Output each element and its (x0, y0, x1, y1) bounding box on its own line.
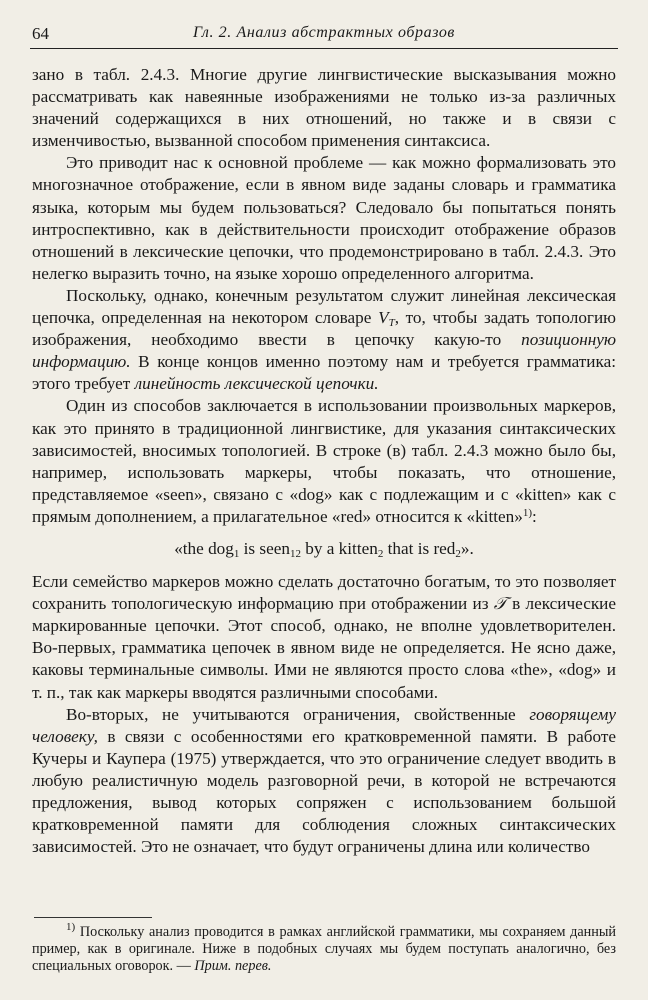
paragraph-3: Поскольку, однако, конечным результатом служит линейная лексическая цепочка, определенная на некотором словаре $V_T$, то, чтобы задать топологию изображения, необходимо ввести в цепочку какую-то позиционную информацию. В конце концов именно поэтому нам и требуется грамматика: этого требует линейность лексической цепочки. (32, 285, 616, 394)
paragraph-1: зано в табл. 2.4.3. Многие другие лингвистические высказывания можно рассматривать как навеянные изображениями не только из-за различных значений содержащихся в них отношений, но также и в связи с изменчивостью, вызванной способом применения синтаксиса. (32, 65, 616, 151)
translator-note: Прим. перев. (194, 958, 272, 974)
emphasis-positional-info: позиционную информацию. (32, 330, 616, 372)
footnote-divider (34, 917, 152, 918)
footnote: $^{1)}$ Поскольку анализ проводится в рамках английской грамматики, мы сохраняем данный пример, как в оригинале. Ниже в подобных случаях мы будем поступать аналогично, без специальных оговорок. — Прим. перев. (32, 921, 616, 974)
script-t-symbol: 𝒯 (493, 594, 507, 614)
vocabulary-symbol: V (378, 308, 389, 328)
page-header (30, 14, 618, 49)
emphasis-speaker: говорящему человеку, (32, 704, 616, 746)
footnote-reference[interactable]: 1) (522, 506, 532, 519)
running-head: Гл. 2. Анализ абстрактных образов (193, 24, 455, 41)
paragraph-5: Если семейство маркеров можно сделать достаточно богатым, то это позволяет сохранить топологическую информацию при отображении из 𝒯 в лексические маркированные цепочки. Этот способ, однако, не вполне удовлетворителен. Во-первых, грамматика цепочек в явном виде не определяется. Не ясно даже, каковы терминальные символы. Ими не являются просто слова «the», «dog» и т. п., так как маркеры вводятся различными способами. (32, 572, 617, 702)
paragraph-6: Во-вторых, не учитываются ограничения, свойственные говорящему человеку, в связи с особенностями его кратковременной памяти. В работе Кучеры и Каупера (1975) утверждается, что это ограничение следует вводить в любую реалистичную модель разговорной речи, в которой не встречаются предложения, вывод которых сопряжен с использованием большой кратковременной памяти для соблюдения сложных синтаксических зависимостей. Это не означает, что будут ограничены длина или количество (32, 704, 616, 857)
page-number: 64 (32, 24, 49, 43)
footnote-marker: 1) (66, 921, 76, 933)
body-text (32, 64, 616, 858)
paragraph-2: Это приводит нас к основной проблеме — как можно формализовать это многозначное отображение, если в явном виде заданы словарь и грамматика языка, которым мы будем пользоваться? Следовало бы попытаться понять интроспективно, как в действительности происходит отображение образов отношений в лексические цепочки, что продемонстрировано в табл. 2.4.3. Это нелегко выразить точно, на языке хорошо определенного алгоритма. (32, 153, 616, 283)
emphasis-linearity: линейность лексической цепочки. (134, 374, 379, 394)
example-formula: «the dog$_1$ is seen$_{12}$ by a kitten$_2$ that is red$_2$». (174, 538, 474, 560)
paragraph-4: Один из способов заключается в использовании произвольных маркеров, как это принято в традиционной лингвистике, для указания синтаксических зависимостей, вносимых топологией. В строке (в) табл. 2.4.3 можно было бы, например, использовать маркеры, чтобы показать, что отношение, представляемое «seen», связано с «dog» как с подлежащим и с «kitten» как с прямым дополнением, а прилагательное «red» относится к «kitten»$^{1)}$: (32, 396, 616, 526)
